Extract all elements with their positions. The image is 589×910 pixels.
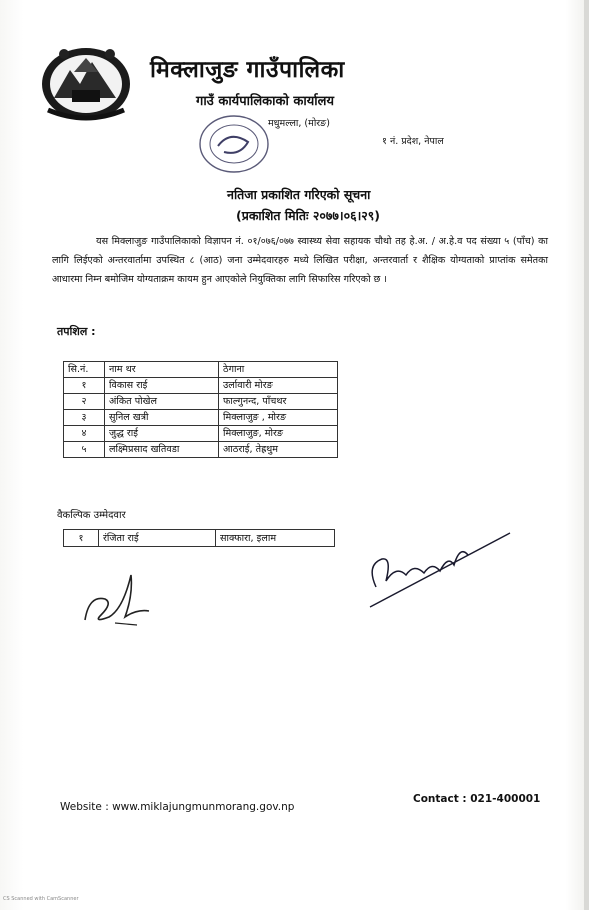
serial-cell: ५ (64, 442, 105, 458)
details-label: तपशिल : (57, 325, 96, 338)
website-text: Website : www.miklajungmunmorang.gov.np (60, 801, 295, 813)
table-row (64, 410, 338, 426)
signature-right-icon (362, 525, 512, 615)
notice-body: यस मिक्लाजुङ गाउँपालिकाको विज्ञापन नं. ०१/०७६/०७७ स्वास्थ्य सेवा सहायक चौथो तह हे.अ. / अ.हे.व पद संख्या ५ (पाँच) का लागि लिईएको अन्तरवार्तामा उपस्थित ८ (आठ) जना उम्मेदवारहरु मध्ये लिखित परीक्षा, अन्तरवार्ता र शैक्षिक योग्यताको प्राप्तांक समेतका आधारमा निम्न बमोजिम योग्यताक्रम कायम हुन आएकोले नियुक्तिका लागि सिफारिस गरिएको छ । (52, 236, 548, 285)
table-row (64, 530, 335, 547)
address-cell: मिक्लाजुङ, मोरङ (219, 426, 338, 442)
table-header-row (64, 362, 338, 378)
office-address: मधुमल्ला, (मोरङ) (268, 118, 330, 129)
table-row (64, 394, 338, 410)
serial-cell: १ (64, 530, 99, 547)
scanner-watermark: CS Scanned with CamScanner (3, 896, 79, 902)
address-cell: साक्फारा, इलाम (216, 530, 335, 547)
alternate-table (63, 529, 335, 547)
nepal-emblem-icon (40, 40, 132, 122)
serial-cell: १ (64, 378, 105, 394)
name-cell: विकास राई (105, 378, 219, 394)
header-cell: ठेगाना (219, 362, 338, 378)
contact-text: Contact : 021-400001 (413, 793, 541, 805)
province-text: १ नं. प्रदेश, नेपाल (382, 136, 444, 147)
table-row (64, 426, 338, 442)
header-cell: नाम थर (105, 362, 219, 378)
address-cell: फाल्गुनन्द, पाँचथर (219, 394, 338, 410)
office-stamp-icon (196, 112, 272, 176)
office-name: गाउँ कार्यपालिकाको कार्यालय (196, 94, 334, 109)
name-cell: अंकित पोखेल (105, 394, 219, 410)
name-cell: रंजिता राई (99, 530, 216, 547)
serial-cell: २ (64, 394, 105, 410)
address-cell: उर्लावारी मोरङ (219, 378, 338, 394)
signature-left-icon (75, 565, 160, 635)
table-row (64, 378, 338, 394)
name-cell: जुद्ध राई (105, 426, 219, 442)
header-cell: सि.नं. (64, 362, 105, 378)
name-cell: लक्ष्मिप्रसाद खतिवडा (105, 442, 219, 458)
notice-date: (प्रकाशित मितिः २०७७।०६।२९) (236, 208, 381, 223)
notice-title: नतिजा प्रकाशित गरिएको सूचना (227, 187, 371, 202)
name-cell: सुनिल खत्री (105, 410, 219, 426)
address-cell: आठराई, तेह्रथुम (219, 442, 338, 458)
serial-cell: ३ (64, 410, 105, 426)
organization-name: मिक्लाजुङ गाउँपालिका (150, 57, 345, 83)
results-table (63, 361, 338, 458)
serial-cell: ४ (64, 426, 105, 442)
page-edge-shadow (584, 0, 589, 910)
alternate-candidates-label: वैकल्पिक उम्मेदवार (57, 510, 126, 521)
address-cell: मिक्लाजुङ , मोरङ (219, 410, 338, 426)
table-row (64, 442, 338, 458)
